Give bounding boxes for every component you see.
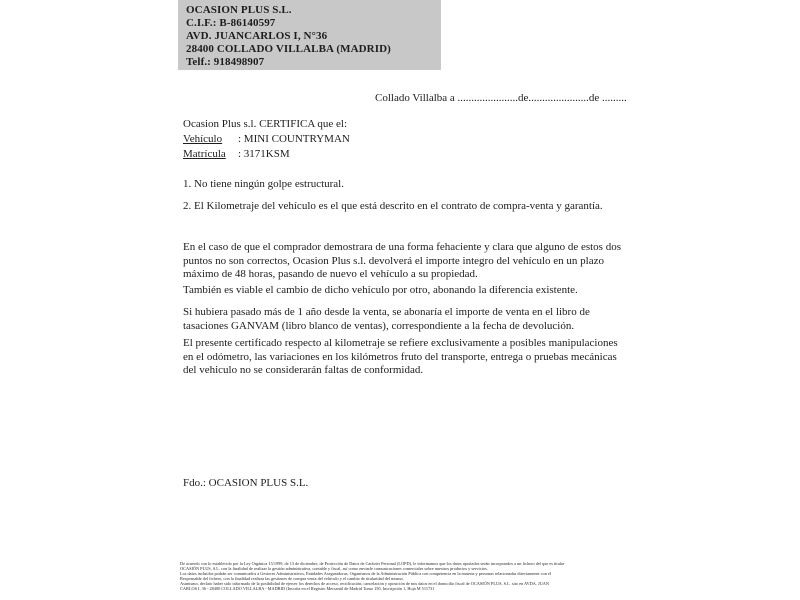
- plate-row: [183, 147, 350, 162]
- legal-fine-print: [180, 561, 625, 591]
- paragraph-exchange: También es viable el cambio de dicho vehiculo por otro, abonando la diferencia existente.: [183, 284, 578, 296]
- vehicle-value: : MINI COUNTRYMAN: [238, 133, 350, 145]
- certification-block: [183, 117, 350, 162]
- signature-line: Fdo.: OCASION PLUS S.L.: [183, 477, 309, 489]
- legal-line: CARLOS I, 36 - 28400 COLLADO VILLALBA - MADRID (Inscrita en el Registro Mercantil de Madrid Tomo 150, Inscripción 1, Hoja M 511731: [180, 586, 435, 591]
- company-header-block: [178, 0, 441, 70]
- legal-line: Asimismo, declaro haber sido informado de la posibilidad de ejercer los derechos de acceso, rectificación, cancelación y oposición de mis datos en el domicilio fiscal de OCASIÓN PLUS, S.L. sito en AVDA. JUAN: [180, 581, 550, 586]
- certification-point-1: 1. No tiene ningún golpe estructural.: [183, 178, 344, 190]
- company-name: OCASION PLUS S.L.: [186, 4, 292, 16]
- legal-line: Los datos incluidos podrán ser comunicados a Gestores Administrativos, Entidades Aseguradoras, Organismos de la Administración Pública con competencia en la materia y personas relacionadas directamente con el: [180, 571, 552, 576]
- date-fill-line: Collado Villalba a ......................de......................de .........: [375, 92, 627, 104]
- paragraph-odometer: El presente certificado respecto al kilometraje se refiere exclusivamente a posibles manipulaciones en el odómetro, las variaciones en los kilómetros fruto del transporte, entrega o pruebas mecánicas del vehiculo no se considerarán faltas de conformidad.: [183, 337, 618, 376]
- paragraph-refund: En el caso de que el comprador demostrara de una forma fehaciente y clara que alguno de estos dos puntos no son correctos, Ocasion Plus s.l. devolverá el importe integro del vehículo en un plazo máximo de 48 horas, pasando de nuevo el vehículo a su propiedad.: [183, 241, 621, 280]
- plate-label: Matrícula: [183, 148, 226, 160]
- legal-line: OCASIÓN PLUS, S.L. con la finalidad de realizar la gestión administrativa, contable y fiscal, así como enviarle comunicaciones comerciales sobre nuestros productos y servicios.: [180, 566, 488, 571]
- legal-line: Responsable del fichero, con la finalidad realizar las gestiones de compra venta del vehículo y el cambio de titularidad del mismo.: [180, 576, 404, 581]
- company-cif: C.I.F.: B-86140597: [186, 17, 276, 29]
- vehicle-label: Vehículo: [183, 133, 223, 145]
- company-city: 28400 COLLADO VILLALBA (MADRID): [186, 43, 391, 55]
- plate-value: : 3171KSM: [238, 148, 290, 160]
- certify-intro: Ocasion Plus s.l. CERTIFICA que el:: [183, 118, 348, 130]
- certification-point-2: 2. El Kilometraje del vehículo es el que está descrito en el contrato de compra-venta y garantía.: [183, 200, 603, 212]
- company-address: AVD. JUANCARLOS I, N°36: [186, 30, 328, 42]
- company-phone: Telf.: 918498907: [186, 56, 265, 68]
- paragraph-ganvam: Si hubiera pasado más de 1 año desde la venta, se abonaría el importe de venta en el libro de tasaciones GANVAM (libro blanco de ventas), correspondiente a la fecha de devolución.: [183, 306, 590, 332]
- vehicle-row: [183, 132, 350, 147]
- legal-line: De acuerdo con lo establecido por la Ley Orgánica 15/1999, de 13 de diciembre, de Protección de Datos de Carácter Personal (LOPD), le informamos que los datos aportados serán incorporados a un fichero del que es titular: [180, 561, 565, 566]
